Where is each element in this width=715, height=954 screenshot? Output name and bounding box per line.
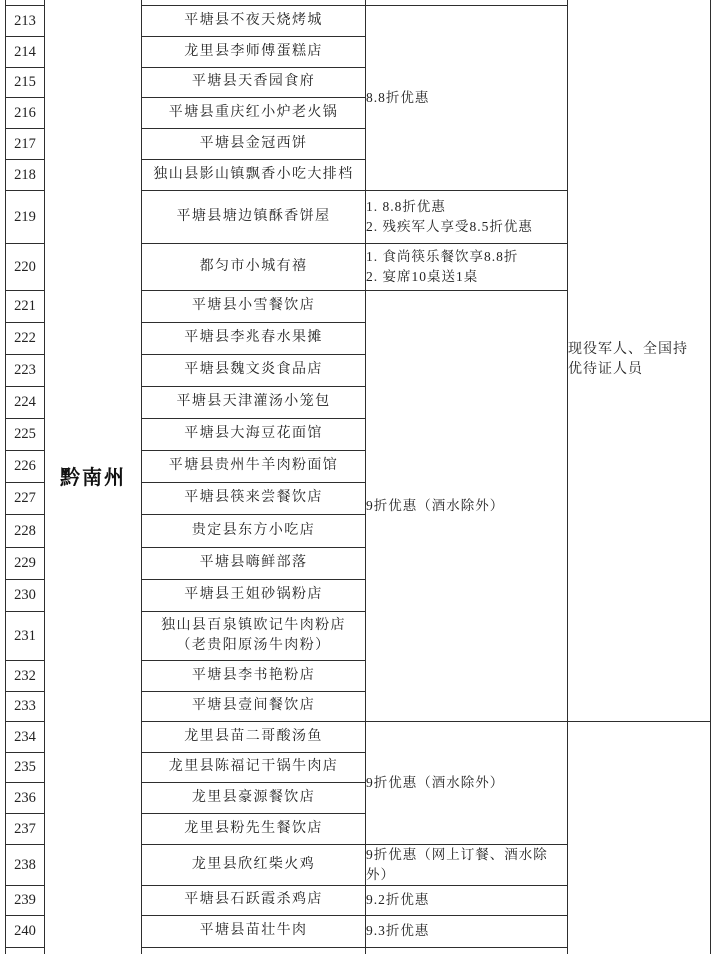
row-number: 230 bbox=[14, 587, 36, 603]
discount-cell bbox=[366, 5, 568, 190]
row-number-cell bbox=[6, 885, 45, 915]
discount-cell bbox=[366, 885, 568, 915]
row-number-cell bbox=[6, 128, 45, 159]
row-number: 232 bbox=[14, 667, 36, 684]
row-number-cell bbox=[6, 386, 45, 418]
discount-text: 外） bbox=[366, 866, 395, 882]
store-name: 平塘县天津灌汤小笼包 bbox=[176, 394, 331, 409]
row-number: 219 bbox=[14, 208, 36, 225]
store-name: 平塘县大海豆花面馆 bbox=[184, 426, 323, 441]
store-name: 平塘县贵州牛羊肉粉面馆 bbox=[168, 458, 339, 473]
store-name-cell bbox=[142, 190, 366, 243]
row-number: 237 bbox=[14, 820, 36, 837]
store-name: 平塘县塘边镇酥香饼屋 bbox=[176, 208, 331, 224]
store-name: 平塘县重庆红小炉老火锅 bbox=[168, 104, 339, 120]
row-number-cell bbox=[6, 915, 45, 947]
store-name: 龙里县苗二哥酸汤鱼 bbox=[184, 728, 323, 744]
row-number-cell bbox=[6, 752, 45, 782]
row-number-cell bbox=[6, 5, 45, 36]
row-number-cell bbox=[6, 611, 45, 660]
row-number-cell bbox=[6, 36, 45, 67]
store-name-cell bbox=[142, 450, 366, 482]
store-name-cell bbox=[142, 915, 366, 947]
store-name: 平塘县苗壮牛肉 bbox=[199, 923, 308, 938]
discount-text: 9折优惠（网上订餐、酒水除 bbox=[366, 846, 548, 862]
store-name: 平塘县魏文炎食品店 bbox=[184, 362, 323, 377]
discount-cell bbox=[366, 844, 568, 885]
eligibility-cell bbox=[568, 0, 711, 721]
row-number: 213 bbox=[14, 12, 36, 29]
store-name-cell bbox=[142, 482, 366, 514]
row-number: 231 bbox=[14, 627, 36, 644]
discount-cell bbox=[366, 721, 568, 844]
store-name: 平塘县李书艳粉店 bbox=[191, 667, 316, 683]
discount-text: 9折优惠（酒水除外） bbox=[366, 774, 505, 790]
row-number: 234 bbox=[14, 728, 36, 745]
row-number: 221 bbox=[14, 298, 36, 314]
region-cell bbox=[45, 0, 142, 954]
discount-text: 1. 8.8折优惠 bbox=[366, 198, 446, 214]
store-name-cell bbox=[142, 67, 366, 97]
eligibility-text: 现役军人、全国持 bbox=[568, 342, 688, 358]
row-number: 224 bbox=[14, 394, 36, 410]
store-name: 平塘县不夜天烧烤城 bbox=[184, 12, 323, 28]
eligibility-cell bbox=[568, 721, 711, 954]
row-number-cell bbox=[6, 482, 45, 514]
row-number: 220 bbox=[14, 258, 36, 275]
discount-cell bbox=[366, 947, 568, 954]
store-name-cell bbox=[142, 159, 366, 190]
discount-cell bbox=[366, 243, 568, 290]
row-number: 227 bbox=[14, 490, 36, 506]
row-number-cell bbox=[6, 67, 45, 97]
discount-cell bbox=[366, 190, 568, 243]
store-name-cell bbox=[142, 752, 366, 782]
row-number-cell bbox=[6, 243, 45, 290]
store-name: 平塘县天香园食府 bbox=[191, 74, 316, 89]
store-name-cell bbox=[142, 721, 366, 752]
row-number-cell bbox=[6, 97, 45, 128]
row-number-cell bbox=[6, 514, 45, 547]
store-name-cell bbox=[142, 691, 366, 721]
row-number-cell bbox=[6, 947, 45, 954]
row-number: 222 bbox=[14, 330, 36, 346]
store-name-cell bbox=[142, 885, 366, 915]
row-number: 236 bbox=[14, 789, 36, 806]
store-name: 贵定县东方小吃店 bbox=[191, 522, 316, 538]
store-name-cell bbox=[142, 611, 366, 660]
store-name: 龙里县陈福记干锅牛肉店 bbox=[168, 759, 339, 774]
row-number: 239 bbox=[14, 892, 36, 908]
row-number: 216 bbox=[14, 104, 36, 121]
row-number: 225 bbox=[14, 426, 36, 442]
discount-text: 9.2折优惠 bbox=[366, 892, 430, 907]
row-number: 228 bbox=[14, 522, 36, 539]
row-number-cell bbox=[6, 190, 45, 243]
store-name-cell bbox=[142, 97, 366, 128]
store-name: 平塘县壹间餐饮店 bbox=[191, 698, 316, 713]
store-name-cell bbox=[142, 514, 366, 547]
store-name: 平塘县嗨鲜部落 bbox=[199, 555, 308, 570]
store-name: 龙里县粉先生餐饮店 bbox=[184, 820, 323, 836]
store-name: 平塘县李兆春水果摊 bbox=[184, 330, 323, 345]
eligibility-text: 优待证人员 bbox=[568, 362, 643, 378]
row-number-cell bbox=[6, 844, 45, 885]
store-name: 都匀市小城有禧 bbox=[199, 258, 308, 274]
store-name: 独山县百泉镇欧记牛肉粉店 bbox=[161, 617, 346, 633]
region-name: 黔南州 bbox=[60, 466, 126, 489]
row-number-cell bbox=[6, 660, 45, 691]
store-name: 平塘县金冠西饼 bbox=[199, 135, 308, 151]
store-name: 龙里县李师傅蛋糕店 bbox=[184, 43, 323, 59]
store-name-cell bbox=[142, 128, 366, 159]
discount-text: 1. 食尚筷乐餐饮享8.8折 bbox=[366, 248, 519, 264]
row-number-cell bbox=[6, 159, 45, 190]
store-name-cell bbox=[142, 36, 366, 67]
row-number-cell bbox=[6, 450, 45, 482]
row-number-cell bbox=[6, 691, 45, 721]
store-name: 平塘县王姐砂锅粉店 bbox=[184, 587, 323, 602]
store-name-cell bbox=[142, 5, 366, 36]
table-body bbox=[6, 0, 711, 954]
row-number: 217 bbox=[14, 135, 36, 152]
row-number: 214 bbox=[14, 43, 36, 60]
row-number: 218 bbox=[14, 166, 36, 183]
store-name-cell bbox=[142, 579, 366, 611]
row-number: 226 bbox=[14, 458, 36, 474]
row-number-cell bbox=[6, 721, 45, 752]
discount-cell bbox=[366, 915, 568, 947]
discount-text: 2. 残疾军人享受8.5折优惠 bbox=[366, 218, 533, 234]
store-name-cell bbox=[142, 354, 366, 386]
row-number-cell bbox=[6, 418, 45, 450]
row-number: 235 bbox=[14, 759, 36, 775]
row-number-cell bbox=[6, 322, 45, 354]
store-name-cell bbox=[142, 386, 366, 418]
store-name: 龙里县欣红柴火鸡 bbox=[191, 856, 316, 872]
row-number: 240 bbox=[14, 923, 36, 939]
row-number: 233 bbox=[14, 698, 36, 714]
store-name: 平塘县筷来尝餐饮店 bbox=[184, 490, 323, 505]
row-number-cell bbox=[6, 813, 45, 844]
row-number: 215 bbox=[14, 74, 36, 90]
store-name-cell bbox=[142, 243, 366, 290]
store-name-cell bbox=[142, 547, 366, 579]
store-name-cell bbox=[142, 290, 366, 322]
row-number: 223 bbox=[14, 362, 36, 378]
store-name: 平塘县石跃霞杀鸡店 bbox=[184, 892, 323, 907]
row-number-cell bbox=[6, 547, 45, 579]
store-name-cell bbox=[142, 660, 366, 691]
store-name-cell bbox=[142, 322, 366, 354]
discount-text: 9.3折优惠 bbox=[366, 923, 430, 938]
row-number-cell bbox=[6, 290, 45, 322]
store-name-cell bbox=[142, 782, 366, 813]
discount-text: 2. 宴席10桌送1桌 bbox=[366, 268, 479, 284]
store-name: （老贵阳原汤牛肉粉） bbox=[176, 637, 331, 653]
store-name-cell bbox=[142, 947, 366, 954]
row-number-cell bbox=[6, 579, 45, 611]
row-number-cell bbox=[6, 354, 45, 386]
store-name: 独山县影山镇飘香小吃大排档 bbox=[153, 166, 354, 182]
store-name-cell bbox=[142, 813, 366, 844]
store-name-cell bbox=[142, 418, 366, 450]
store-name-cell bbox=[142, 844, 366, 885]
discount-cell bbox=[366, 290, 568, 721]
row-number-cell bbox=[6, 782, 45, 813]
row-number: 238 bbox=[14, 856, 36, 873]
store-name: 龙里县豪源餐饮店 bbox=[191, 789, 316, 805]
discount-text: 8.8折优惠 bbox=[366, 89, 430, 105]
store-name: 平塘县小雪餐饮店 bbox=[191, 298, 316, 313]
row-number: 229 bbox=[14, 555, 36, 571]
discount-text: 9折优惠（酒水除外） bbox=[366, 497, 505, 513]
discount-merchant-table bbox=[5, 0, 711, 954]
